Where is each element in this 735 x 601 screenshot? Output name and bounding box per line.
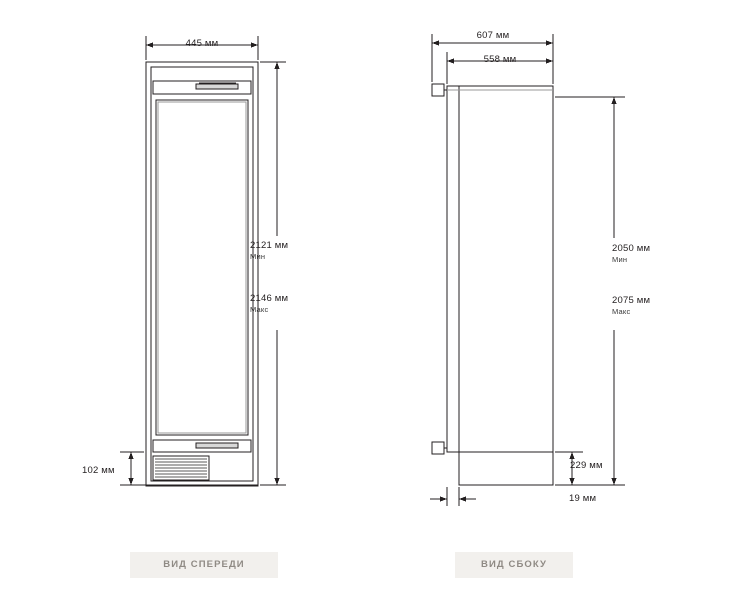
side-view-caption: ВИД СБОКУ xyxy=(455,552,573,578)
front-height-max-label: 2146 мм Макс xyxy=(250,293,289,314)
side-offset-dimension xyxy=(430,487,476,506)
side-depth-body-label: 558 мм xyxy=(483,54,517,65)
front-view-group xyxy=(146,62,258,486)
front-height-min-label: 2121 мм Мин xyxy=(250,240,289,261)
front-width-label: 445 мм xyxy=(185,38,219,49)
front-plinth-label: 102 мм xyxy=(82,465,115,476)
side-height-dimension xyxy=(555,97,625,485)
side-base-label: 229 мм xyxy=(570,460,603,471)
front-view-caption: ВИД СПЕРЕДИ xyxy=(130,552,278,578)
front-height-dimension xyxy=(260,62,286,485)
side-height-max-label: 2075 мм Макс xyxy=(612,295,651,316)
side-view-group xyxy=(432,84,553,485)
side-height-min-label: 2050 мм Мин xyxy=(612,243,651,264)
side-offset-label: 19 мм xyxy=(569,493,597,504)
side-depth-total-label: 607 мм xyxy=(476,30,510,41)
front-plinth-dimension xyxy=(120,452,146,485)
